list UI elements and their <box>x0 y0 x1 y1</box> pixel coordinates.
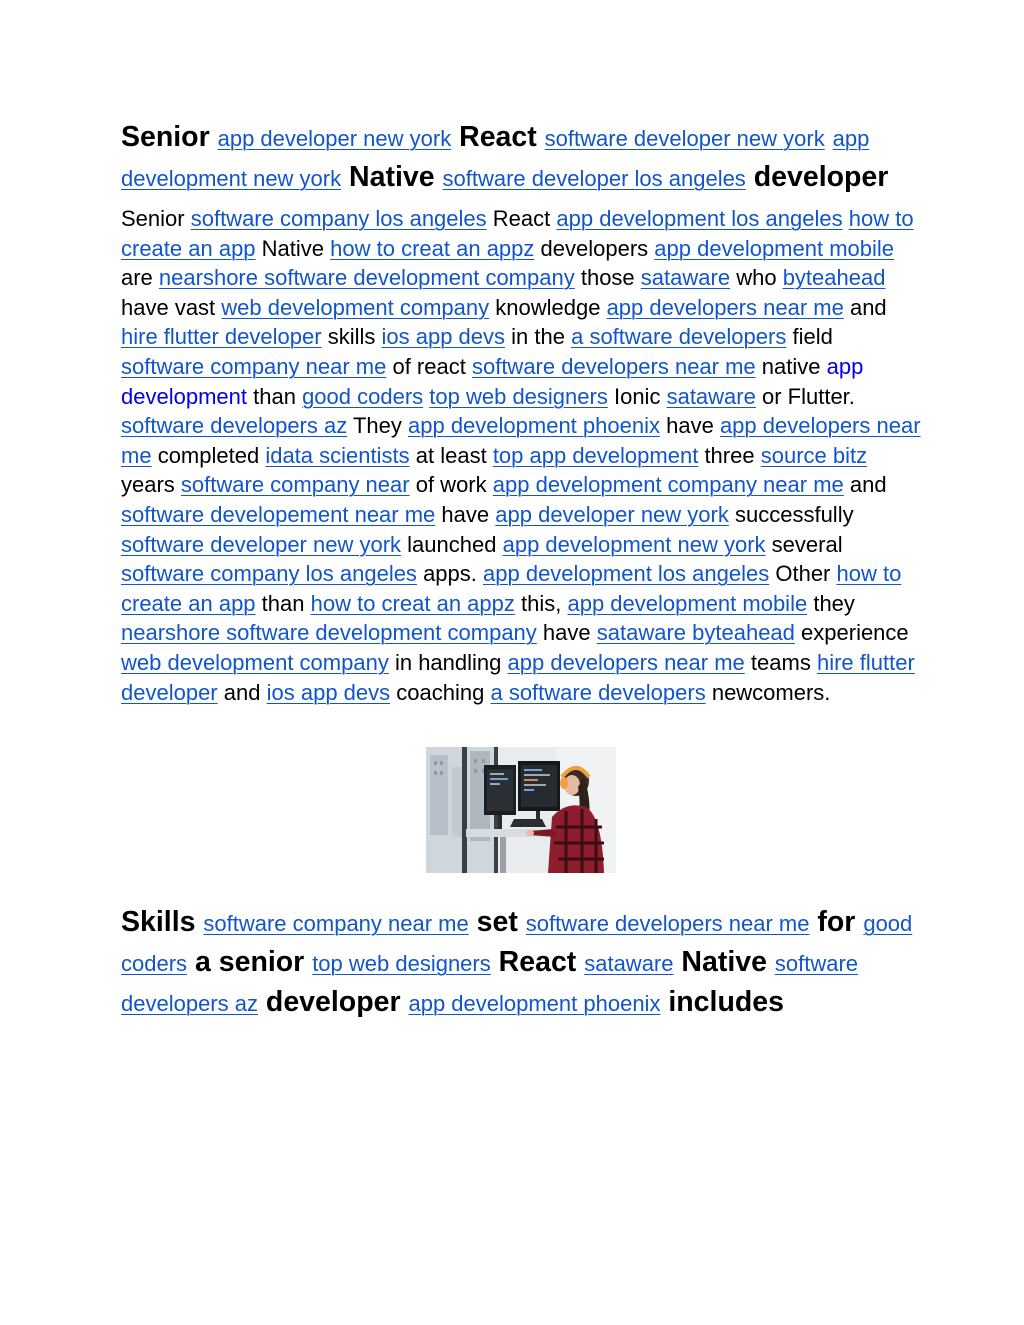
keyword-link[interactable]: software company los angeles <box>190 206 487 231</box>
text-run: React <box>498 946 577 979</box>
text-run: Native <box>349 161 435 193</box>
keyword-link[interactable]: app developers near me <box>507 649 745 675</box>
keyword-link[interactable]: how to creat an appz <box>310 590 515 616</box>
text-run: Native <box>261 235 325 261</box>
keyword-link[interactable]: software developement near me <box>121 501 436 527</box>
text-run: have <box>666 413 714 439</box>
heading-senior-react-native-developer <box>121 118 921 198</box>
text-run: than <box>253 383 296 409</box>
keyword-link[interactable]: app development phoenix <box>408 991 661 1017</box>
text-run: experience <box>801 620 909 646</box>
keyword-link[interactable]: top app development <box>492 442 699 468</box>
text-run: several <box>771 531 843 557</box>
text-run: are <box>121 265 153 291</box>
keyword-link[interactable]: idata scientists <box>265 442 410 468</box>
keyword-link[interactable]: how to create an app <box>121 561 902 616</box>
keyword-link[interactable]: app developer new york <box>217 126 452 151</box>
keyword-link[interactable]: software developer los angeles <box>442 166 746 191</box>
text-run: apps. <box>423 561 477 587</box>
keyword-link[interactable]: hire flutter developer <box>121 324 322 350</box>
keyword-link[interactable]: software company near <box>180 472 410 498</box>
text-run: who <box>736 265 777 291</box>
keyword-link[interactable]: app development new york <box>502 531 766 557</box>
text-run: Ionic <box>613 383 661 409</box>
keyword-link[interactable]: top web designers <box>312 951 491 977</box>
heading-skills-set <box>121 903 921 1023</box>
keyword-link[interactable]: hire flutter developer <box>121 649 915 705</box>
keyword-link[interactable]: software developer new york <box>544 126 825 151</box>
keyword-link[interactable]: ios app devs <box>381 324 506 350</box>
keyword-link[interactable]: good coders <box>121 911 913 977</box>
keyword-link[interactable]: sataware <box>584 951 674 977</box>
text-run: and <box>849 472 887 498</box>
developer-photo <box>426 747 616 873</box>
text-run: and <box>849 294 887 320</box>
keyword-link[interactable]: software developers near me <box>525 911 810 937</box>
keyword-link[interactable]: sataware <box>666 383 756 409</box>
keyword-link[interactable]: top web designers <box>429 383 608 409</box>
text-run: a senior <box>194 946 305 979</box>
text-run: than <box>261 590 305 616</box>
keyword-link[interactable]: software company los angeles <box>121 561 417 587</box>
developer-workstation-photo-icon <box>426 747 616 873</box>
keyword-link[interactable]: web development company <box>221 294 490 320</box>
text-run: years <box>121 472 175 498</box>
keyword-link[interactable]: app development new york <box>121 126 870 191</box>
text-run: They <box>352 413 402 439</box>
keyword-link[interactable]: sataware byteahead <box>596 620 795 646</box>
keyword-link[interactable]: app development phoenix <box>408 413 660 439</box>
text-run: set <box>476 906 518 939</box>
text-run: teams <box>750 649 811 675</box>
text-run: three <box>704 442 755 468</box>
text-run: Native <box>681 946 767 979</box>
text-run: successfully <box>734 501 854 527</box>
text-run: coaching <box>396 679 485 705</box>
text-run: skills <box>327 324 376 350</box>
keyword-link[interactable]: app developers near me <box>606 294 844 320</box>
keyword-link[interactable]: a software developers <box>490 679 706 705</box>
text-run: native <box>761 353 821 379</box>
keyword-link[interactable]: sataware <box>640 265 731 291</box>
text-run: or Flutter. <box>761 383 855 409</box>
text-run: Senior <box>121 121 210 153</box>
text-run: and <box>223 679 261 705</box>
text-run: knowledge <box>495 294 601 320</box>
keyword-link[interactable]: app development <box>121 353 864 409</box>
text-run: newcomers. <box>711 679 831 705</box>
text-run: Senior <box>121 206 185 231</box>
keyword-link[interactable]: a software developers <box>571 324 787 350</box>
text-run: they <box>813 590 855 616</box>
keyword-link[interactable]: app developer new york <box>495 501 729 527</box>
keyword-link[interactable]: nearshore software development company <box>121 620 537 646</box>
text-run: React <box>459 121 537 153</box>
keyword-link[interactable]: app development mobile <box>567 590 808 616</box>
keyword-link[interactable]: how to creat an appz <box>330 235 535 261</box>
keyword-link[interactable]: byteahead <box>782 265 886 291</box>
text-run: completed <box>157 442 260 468</box>
keyword-link[interactable]: how to create an app <box>121 206 914 261</box>
text-run: in the <box>511 324 565 350</box>
keyword-link[interactable]: software company near me <box>121 353 387 379</box>
keyword-link[interactable]: source bitz <box>760 442 868 468</box>
text-run: Other <box>775 561 831 587</box>
text-run: includes <box>668 986 784 1019</box>
text-run: launched <box>407 531 497 557</box>
document-page <box>121 118 921 1023</box>
keyword-link[interactable]: software developers az <box>121 951 859 1017</box>
keyword-link[interactable]: software developers near me <box>471 353 756 379</box>
text-run: Skills <box>121 906 196 939</box>
text-run: of react <box>392 353 466 379</box>
keyword-link[interactable]: good coders <box>302 383 424 409</box>
keyword-link[interactable]: software developer new york <box>121 531 402 557</box>
text-run: developer <box>265 986 401 1019</box>
text-run: developer <box>753 161 889 193</box>
keyword-link[interactable]: app development los angeles <box>483 561 770 587</box>
keyword-link[interactable]: web development company <box>121 649 389 675</box>
text-run: React <box>492 206 551 231</box>
text-run: for <box>817 906 856 939</box>
text-run: have <box>441 501 490 527</box>
keyword-link[interactable]: app development mobile <box>654 235 895 261</box>
keyword-link[interactable]: software company near me <box>203 911 469 937</box>
keyword-link[interactable]: app developers near me <box>121 413 921 468</box>
keyword-link[interactable]: software developers az <box>121 413 348 439</box>
text-run: have vast <box>121 294 216 320</box>
keyword-link[interactable]: app development los angeles <box>556 206 843 231</box>
text-run: at least <box>415 442 487 468</box>
text-run: in handling <box>394 649 502 675</box>
text-run: developers <box>540 235 649 261</box>
text-run: have <box>542 620 591 646</box>
text-run: of work <box>415 472 487 498</box>
keyword-link[interactable]: nearshore software development company <box>158 265 575 291</box>
text-run: this, <box>521 590 562 616</box>
text-run: field <box>792 324 833 350</box>
keyword-link[interactable]: app development company near me <box>492 472 844 498</box>
keyword-link[interactable]: ios app devs <box>266 679 391 705</box>
body-paragraph <box>121 204 921 707</box>
text-run: those <box>580 265 635 291</box>
